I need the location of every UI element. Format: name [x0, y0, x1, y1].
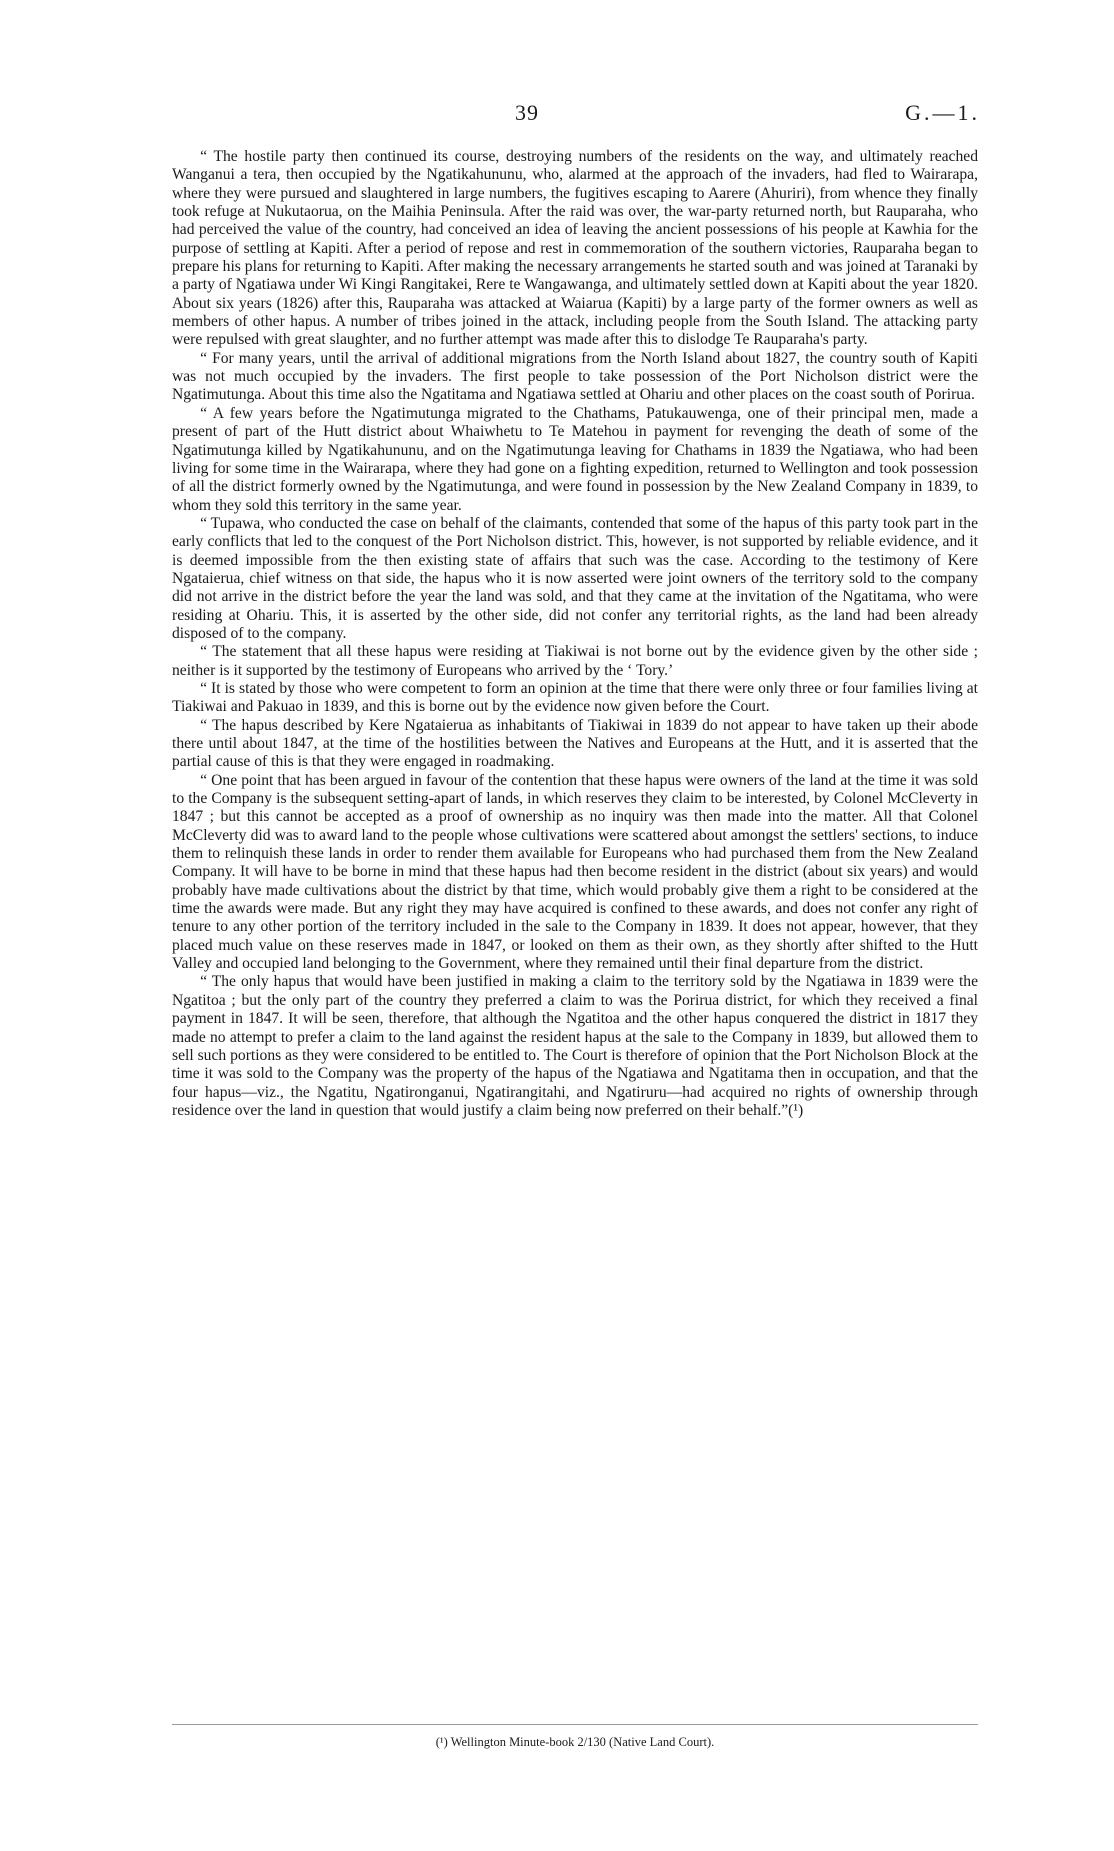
paragraph: “ Tupawa, who conducted the case on behalf of the claimants, contended that some of the hapus of this party took part in the early conflicts that led to the conquest of the Port Nicholson district. This, however, is not supported by reliable evidence, and it is deemed impossible from the then existing state of affairs that such was the case. According to the testimony of Kere Ngataierua, chief witness on that side, the hapus who it is now asserted were joint owners of the territory sold to the company did not arrive in the district before the year the land was sold, and that they came at the invitation of the Ngatitama, who were residing at Ohariu. This, it is asserted by the other side, did not confer any territorial rights, as the land had been already disposed of to the company. — [172, 514, 978, 642]
body-text — [172, 148, 978, 1120]
paragraph: “ The hapus described by Kere Ngataierua as inhabitants of Tiakiwai in 1839 do not appear to have taken up their abode there until about 1847, at the time of the hostilities between the Natives and Europeans at the Hutt, and it is asserted that the partial cause of this is that they were engaged in roadmaking. — [172, 716, 978, 771]
footnote: (¹) Wellington Minute-book 2/130 (Native Land Court). — [435, 1735, 715, 1749]
paragraph: “ A few years before the Ngatimutunga migrated to the Chathams, Patukauwenga, one of their principal men, made a present of part of the Hutt district about Whaiwhetu to Te Matehou in payment for revenging the death of some of the Ngatimutunga killed by Ngatikahununu, and on the Ngatimutunga leaving for Chathams in 1839 the Ngatiawa, who had been living for some time in the Wairarapa, where they had gone on a fighting expedition, returned to Wellington and took possession of all the district formerly owned by the Ngatimutunga, and were found in possession by the New Zealand Company in 1839, to whom they sold this territory in the same year. — [172, 404, 978, 514]
page-code: G.—1. — [905, 100, 980, 125]
footnote-divider — [172, 1724, 978, 1725]
paragraph: “ The statement that all these hapus were residing at Tiakiwai is not borne out by the evidence given by the other side ; neither is it supported by the testimony of Europeans who arrived by the ‘ Tory.’ — [172, 643, 978, 679]
paragraph: “ One point that has been argued in favour of the contention that these hapus were owners of the land at the time it was sold to the Company is the subsequent setting-apart of lands, in which reserves they claim to be interested, by Colonel McCleverty in 1847 ; but this cannot be accepted as a proof of ownership as no inquiry was then made into the matter. All that Colonel McCleverty did was to award land to the people whose cultivations were scattered about amongst the settlers' sections, to induce them to relinquish these lands in order to render them available for Europeans who had purchased them from the New Zealand Company. It will have to be borne in mind that these hapus had then become resident in the district (about six years) and would probably have made cultivations about the district by that time, which would probably give them a right to be considered at the time the awards were made. But any right they may have acquired is confined to these awards, and does not confer any right of tenure to any other portion of the territory included in the sale to the Company in 1839. It does not appear, however, that they placed much value on these reserves made in 1847, or looked on them as their own, as they shortly after shifted to the Hutt Valley and occupied land belonging to the Government, where they remained until their final departure from the district. — [172, 771, 978, 973]
page-number: 39 — [515, 100, 539, 125]
paragraph: “ It is stated by those who were competent to form an opinion at the time that there were only three or four families living at Tiakiwai and Pakuao in 1839, and this is borne out by the evidence now given before the Court. — [172, 679, 978, 716]
paragraph: “ For many years, until the arrival of additional migrations from the North Island about 1827, the country south of Kapiti was not much occupied by the invaders. The first people to take possession of the Port Nicholson district were the Ngatimutunga. About this time also the Ngatitama and Ngatiawa settled at Ohariu and other places on the coast south of Porirua. — [172, 349, 978, 404]
paragraph: “ The hostile party then continued its course, destroying numbers of the residents on the way, and ultimately reached Wanganui a tera, then occupied by the Ngatikahununu, who, alarmed at the approach of the invaders, had fled to Wairarapa, where they were pursued and slaughtered in large numbers, the fugitives escaping to Aarere (Ahuriri), from whence they finally took refuge at Nukutaorua, on the Maihia Peninsula. After the raid was over, the war-party returned north, but Rauparaha, who had perceived the value of the country, had conceived an idea of leaving the ancient possessions of his people at Kawhia for the purpose of settling at Kapiti. After a period of repose and rest in commemoration of the southern victories, Rauparaha began to prepare his plans for returning to Kapiti. After making the necessary arrangements he started south and was joined at Taranaki by a party of Ngatiawa under Wi Kingi Rangitakei, Rere te Wangawanga, and ultimately settled down at Kapiti about the year 1820. About six years (1826) after this, Rauparaha was attacked at Waiarua (Kapiti) by a large party of the former owners as well as members of other hapus. A number of tribes joined in the attack, including people from the South Island. The attacking party were repulsed with great slaughter, and no further attempt was made after this to dislodge Te Rauparaha's party. — [172, 148, 978, 349]
paragraph: “ The only hapus that would have been justified in making a claim to the territory sold by the Ngatiawa in 1839 were the Ngatitoa ; but the only part of the country they preferred a claim to was the Porirua district, for which they received a final payment in 1847. It will be seen, therefore, that although the Ngatitoa and the other hapus conquered the district in 1817 they made no attempt to prefer a claim to the land against the resident hapus at the sale to the Company in 1839, but allowed them to sell such portions as they were considered to be entitled to. The Court is therefore of opinion that the Port Nicholson Block at the time it was sold to the Company was the property of the hapus of the Ngatiawa and Ngatitama then in occupation, and that the four hapus—viz., the Ngatitu, Ngatironganui, Ngatirangitahi, and Ngatiruru—had acquired no rights of ownership through residence over the land in question that would justify a claim being now preferred on their behalf.”(¹) — [172, 973, 978, 1119]
